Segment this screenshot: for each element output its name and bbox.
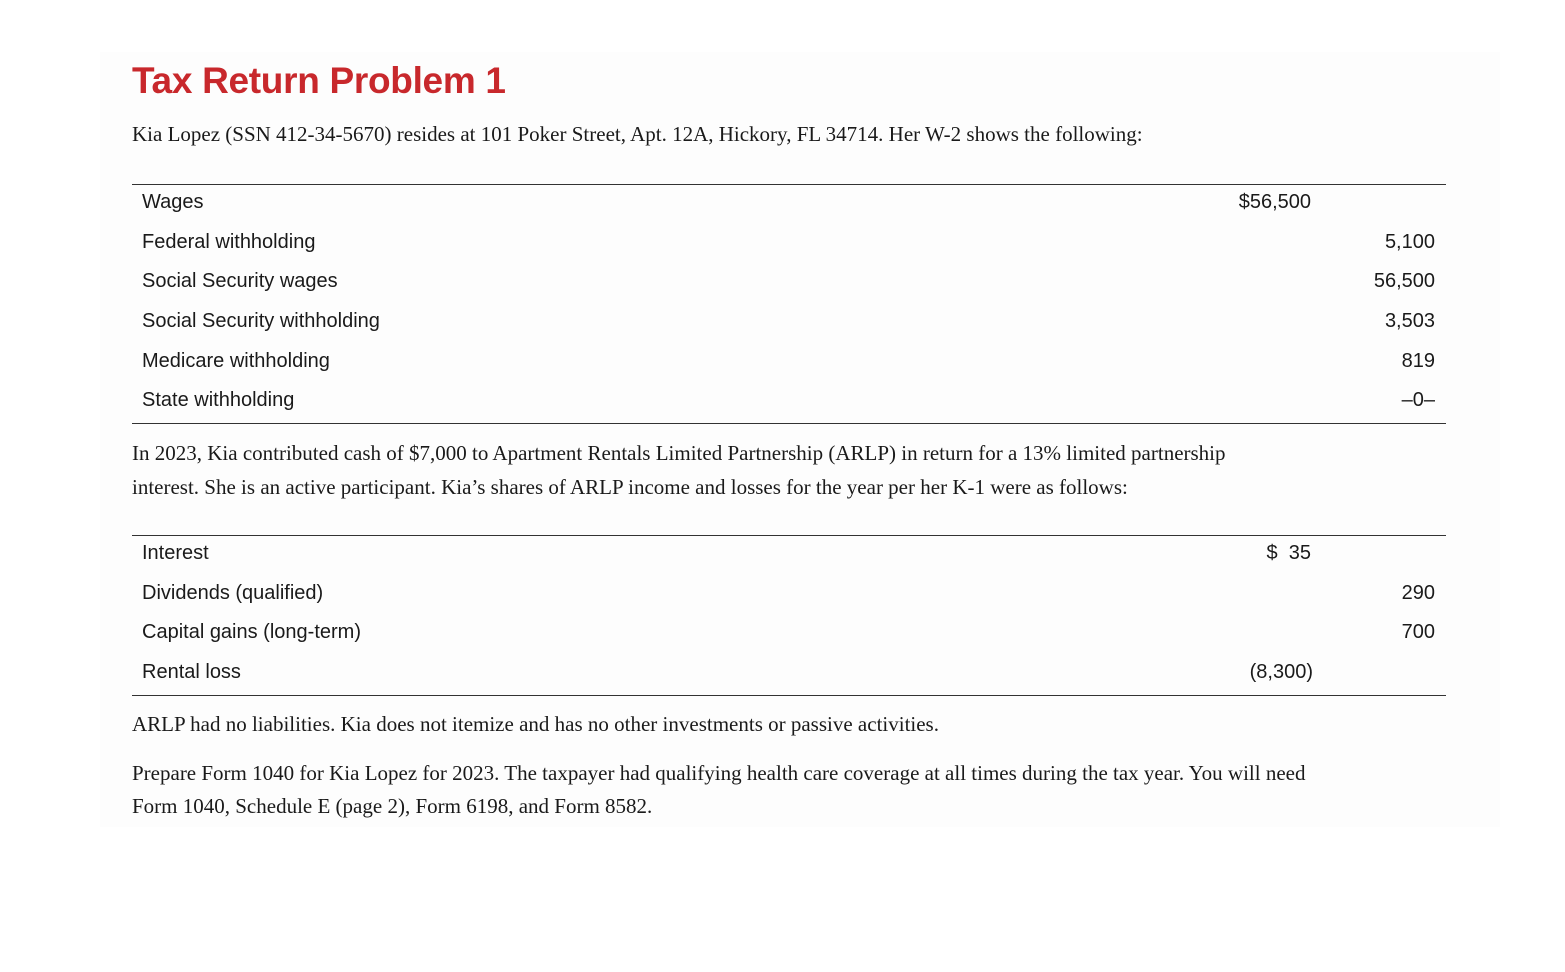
row-label: Capital gains (long-term) (142, 621, 361, 644)
row-label: Federal withholding (142, 230, 316, 253)
arlp-paragraph-line2: interest. She is an active participant. Kia’s shares of ARLP income and losses for the year per her K-1 were as follows: (132, 475, 1128, 499)
table-row (132, 225, 1446, 265)
row-value-col2: 290 (1401, 581, 1435, 604)
row-label: Interest (142, 542, 209, 564)
table-row (132, 304, 1446, 344)
row-value-col2: 819 (1401, 349, 1435, 372)
instructions-line1: Prepare Form 1040 for Kia Lopez for 2023. The taxpayer had qualifying health care coverage at all times during the tax year. You will need (132, 761, 1306, 785)
instructions-line2: Form 1040, Schedule E (page 2), Form 6198, and Form 8582. (132, 794, 653, 818)
row-label: Social Security withholding (142, 310, 380, 333)
row-label: Dividends (qualified) (142, 581, 324, 604)
row-value-col2: –0– (1401, 389, 1435, 412)
row-label: Medicare withholding (142, 349, 330, 372)
row-label: Wages (142, 191, 204, 213)
page-title: Tax Return Problem 1 (132, 60, 506, 101)
table-row (132, 536, 1446, 576)
row-label: Social Security wages (142, 270, 338, 293)
table-row (132, 576, 1446, 616)
k1-table (132, 535, 1446, 696)
row-value-col2: 56,500 (1373, 270, 1435, 293)
w2-table (132, 184, 1446, 424)
table-row (132, 655, 1446, 695)
row-value-col1: $ 35 (1266, 542, 1311, 564)
table-row (132, 383, 1446, 423)
row-value-col2: 700 (1401, 621, 1435, 644)
table-row (132, 185, 1446, 225)
row-label: Rental loss (142, 661, 241, 684)
row-value-col1: (8,300) (1249, 661, 1313, 684)
table-row (132, 615, 1446, 655)
row-label: State withholding (142, 389, 295, 412)
arlp-paragraph-line1: In 2023, Kia contributed cash of $7,000 to Apartment Rentals Limited Partnership (ARLP) in return for a 13% limited partnership (132, 441, 1226, 465)
intro-paragraph: Kia Lopez (SSN 412-34-5670) resides at 101 Poker Street, Apt. 12A, Hickory, FL 34714. Her W-2 shows the following: (132, 122, 1143, 146)
row-value-col1: $56,500 (1238, 191, 1311, 213)
table-row (132, 264, 1446, 304)
row-value-col2: 3,503 (1384, 310, 1435, 333)
row-value-col2: 5,100 (1384, 230, 1435, 253)
table-row (132, 344, 1446, 384)
liabilities-note: ARLP had no liabilities. Kia does not itemize and has no other investments or passive activities. (132, 712, 939, 736)
